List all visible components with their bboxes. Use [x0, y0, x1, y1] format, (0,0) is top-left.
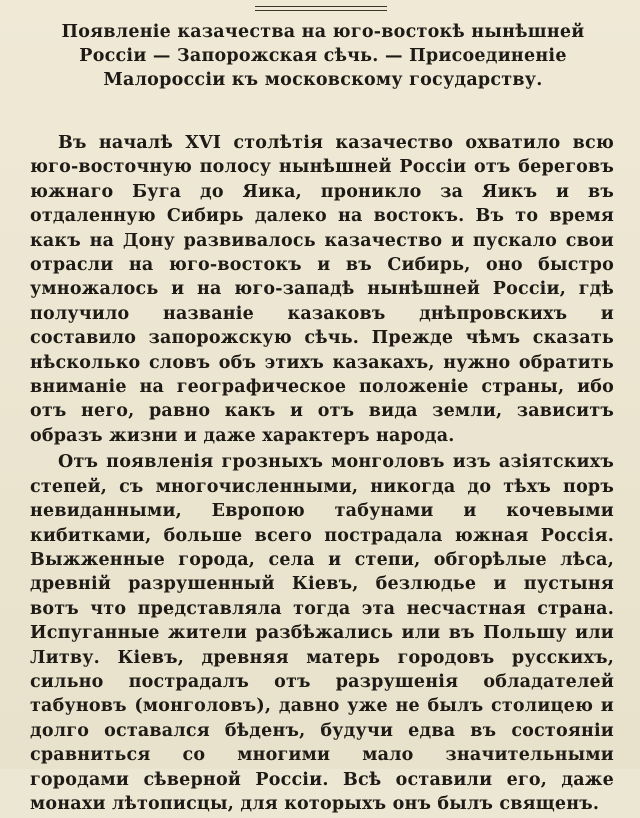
paragraph-2: Отъ появленія грозныхъ монголовъ изъ азіятскихъ степей, съ многочисленными, никогда до тѣхъ поръ невиданными, Европою табунами и кочевыми кибитками, больше всего пострадала южная Россія. Выжженные города, села и степи, обгорѣлые лѣса, древній разрушенный Кіевъ, безлюдье и пустыня вотъ что представляла тогда эта несчастная страна. Испуганные жители разбѣжались или въ Польшу или Литву. Кіевъ, древняя матерь городовъ русскихъ, сильно пострадалъ отъ разрушенія обладателей табуновъ (монголовъ), давно уже не былъ столицею и долго оставался бѣденъ, будучи едва въ состояніи сравниться со многими мало значительными городами сѣверной Россіи. Всѣ оставили его, даже монахи лѣтописцы, для которыхъ онъ былъ священъ. — [30, 452, 614, 814]
section-heading: Появленіе казачества на юго-востокѣ нынѣшней Россіи — Запорожская сѣчь. — Присоединеніе Малороссіи къ московскому государству. — [61, 22, 585, 90]
paragraph-1: Въ началѣ XVI столѣтія казачество охватило всю юго-восточную полосу нынѣшней Россіи отъ береговъ южнаго Буга до Яика, проникло за Яикъ и въ отдаленную Сибирь далеко на востокъ. Въ то время какъ на Дону развивалось казачество и пускало свои отрасли на юго-востокъ и въ Сибирь, оно быстро умножалось и на юго-западѣ нынѣшней Россіи, гдѣ получило названіе казаковъ днѣпровскихъ и составило запорожскую сѣчь. Прежде чѣмъ сказать нѣсколько словъ объ этихъ казакахъ, нужно обратить вниманіе на географическое положеніе страны, ибо отъ него, равно какъ и отъ вида земли, зависитъ образъ жизни и даже характеръ народа. — [30, 133, 614, 446]
article-body — [30, 131, 614, 818]
top-rule — [255, 6, 387, 7]
top-rule-double — [255, 10, 387, 11]
